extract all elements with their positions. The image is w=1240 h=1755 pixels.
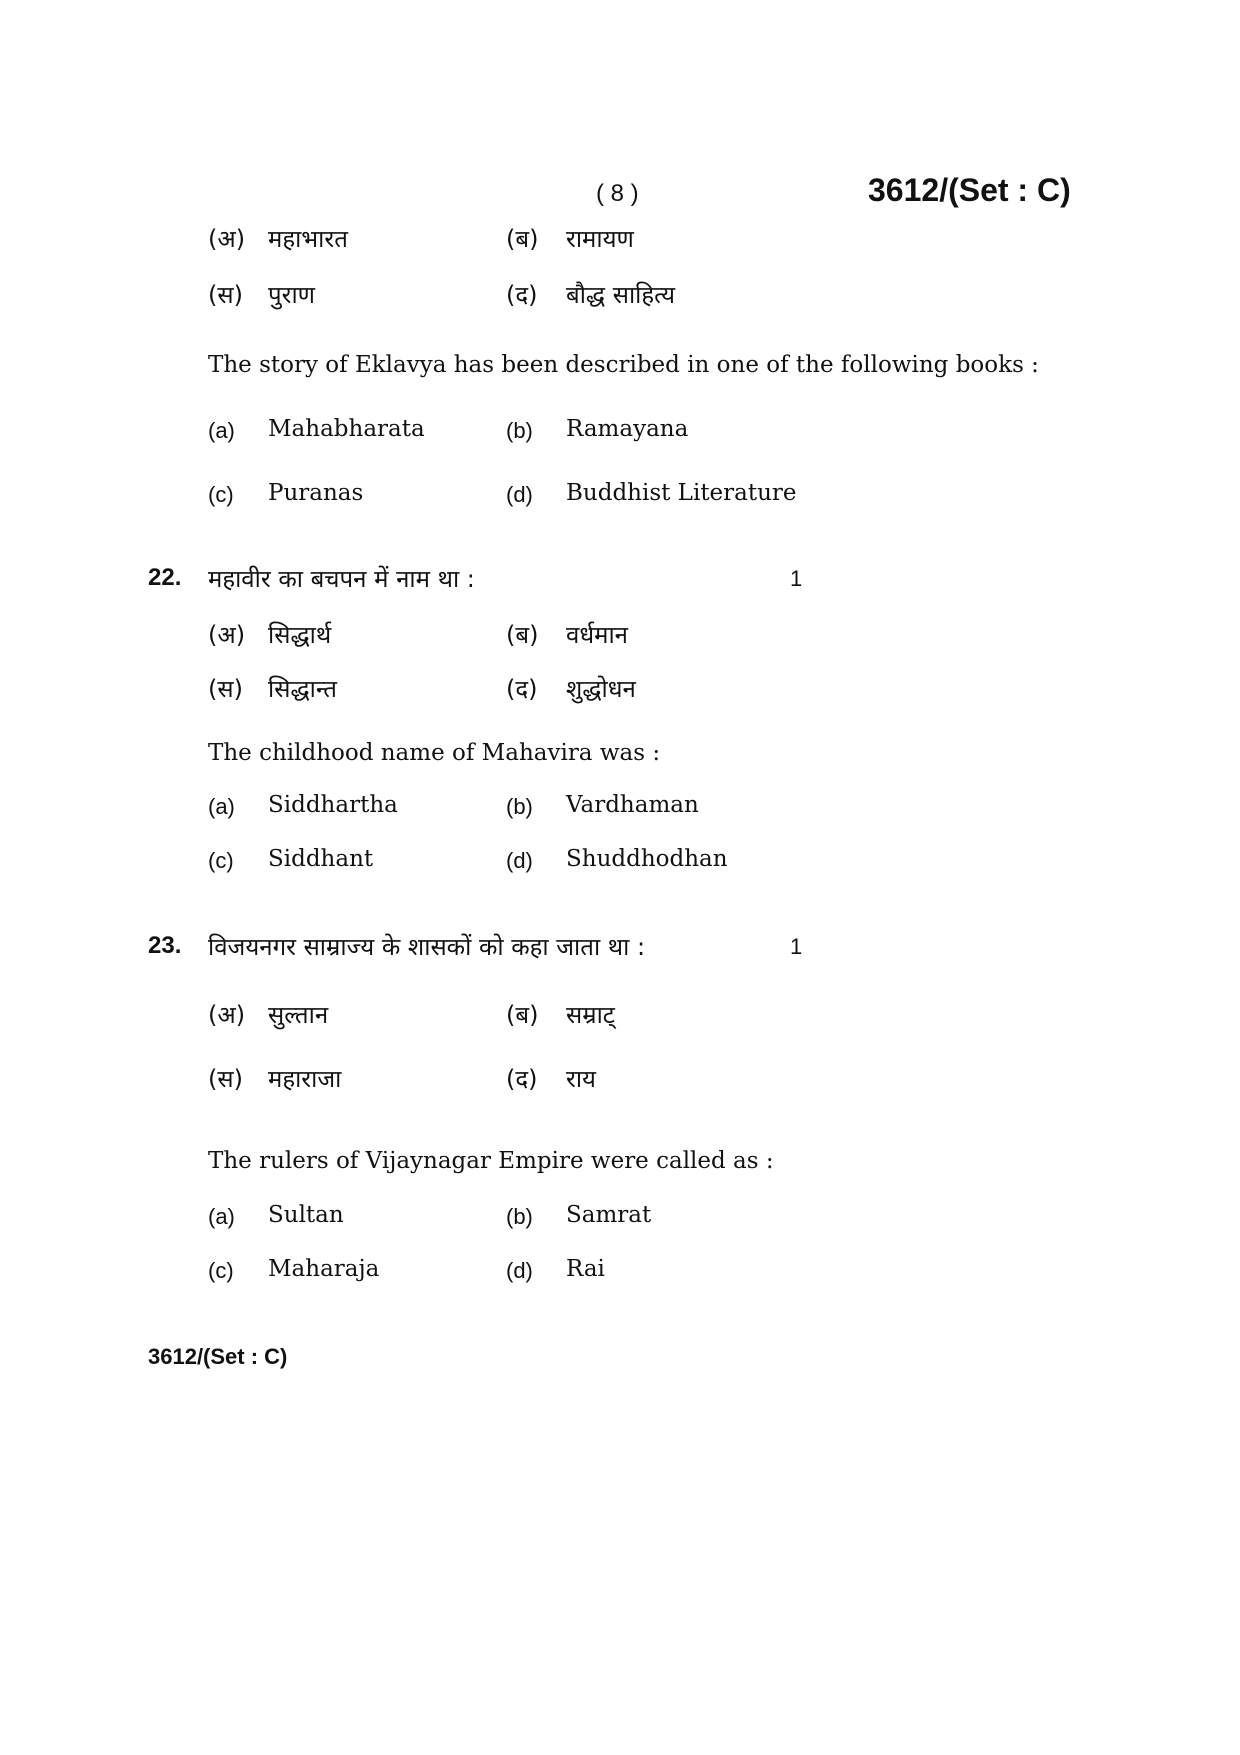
q21-hi-option-d: बौद्ध साहित्य <box>566 281 676 309</box>
q22-en-option-a: Siddhartha <box>268 792 398 818</box>
q23-hi-option-c-label: (स) <box>208 1065 243 1093</box>
q21-en-option-a-label: (a) <box>208 418 235 443</box>
q21-en-option-b: Ramayana <box>566 416 689 442</box>
q22-hi-option-d-label: (द) <box>506 675 538 703</box>
q22-number: 22. <box>148 564 182 591</box>
q21-en-question: The story of Eklavya has been described in one of the following books : <box>208 352 1039 378</box>
q23-number: 23. <box>148 932 182 959</box>
q22-en-option-a-label: (a) <box>208 794 235 819</box>
q21-hi-option-a: महाभारत <box>268 225 348 253</box>
q23-en-option-b: Samrat <box>566 1202 652 1228</box>
q23-hi-option-b-label: (ब) <box>506 1001 539 1029</box>
q22-hi-option-b-label: (ब) <box>506 621 539 649</box>
q23-hi-option-d-label: (द) <box>506 1065 538 1093</box>
q22-en-option-c-label: (c) <box>208 848 234 873</box>
q21-en-option-c-label: (c) <box>208 482 234 507</box>
q23-hi-option-a-label: (अ) <box>208 1001 246 1029</box>
q22-hi-option-c-label: (स) <box>208 675 243 703</box>
q22-en-question: The childhood name of Mahavira was : <box>208 740 661 766</box>
q22-hi-option-b: वर्धमान <box>566 621 628 649</box>
q21-hi-option-c: पुराण <box>268 281 316 309</box>
q21-en-option-d: Buddhist Literature <box>566 480 797 506</box>
q23-en-option-a: Sultan <box>268 1202 344 1228</box>
q23-hi-option-d: राय <box>566 1065 596 1093</box>
q21-en-option-c: Puranas <box>268 480 364 506</box>
page-number: ( 8 ) <box>596 180 639 207</box>
set-code-header: 3612/(Set : C) <box>868 172 1071 208</box>
q22-en-option-d: Shuddhodhan <box>566 846 728 872</box>
q21-en-option-b-label: (b) <box>506 418 533 443</box>
set-code-footer: 3612/(Set : C) <box>148 1344 288 1369</box>
q22-en-option-b-label: (b) <box>506 794 533 819</box>
q23-en-option-c: Maharaja <box>268 1256 380 1282</box>
q22-hi-option-a-label: (अ) <box>208 621 246 649</box>
q21-en-option-d-label: (d) <box>506 482 533 507</box>
q23-en-option-d: Rai <box>566 1256 605 1282</box>
q21-hi-option-c-label: (स) <box>208 281 243 309</box>
q21-en-option-a: Mahabharata <box>268 416 425 442</box>
q23-hi-question: विजयनगर साम्राज्य के शासकों को कहा जाता था : <box>208 933 646 961</box>
q22-hi-option-a: सिद्धार्थ <box>268 621 332 649</box>
q23-en-question: The rulers of Vijaynagar Empire were called as : <box>208 1148 774 1174</box>
q23-hi-option-b: सम्राट् <box>566 1001 615 1029</box>
q22-hi-option-c: सिद्धान्त <box>268 675 337 703</box>
q21-hi-option-b: रामायण <box>566 225 634 253</box>
q22-marks: 1 <box>790 566 803 591</box>
q21-hi-option-a-label: (अ) <box>208 225 246 253</box>
q23-en-option-d-label: (d) <box>506 1258 533 1283</box>
q23-en-option-b-label: (b) <box>506 1204 533 1229</box>
q22-en-option-c: Siddhant <box>268 846 374 872</box>
q23-hi-option-c: महाराजा <box>268 1065 342 1093</box>
q22-hi-question: महावीर का बचपन में नाम था : <box>208 565 475 593</box>
q22-en-option-d-label: (d) <box>506 848 533 873</box>
q23-en-option-c-label: (c) <box>208 1258 234 1283</box>
q23-hi-option-a: सुल्तान <box>268 1001 329 1029</box>
q22-en-option-b: Vardhaman <box>566 792 699 818</box>
q23-marks: 1 <box>790 934 803 959</box>
q21-hi-option-d-label: (द) <box>506 281 538 309</box>
q22-hi-option-d: शुद्धोधन <box>566 675 636 703</box>
q23-en-option-a-label: (a) <box>208 1204 235 1229</box>
q21-hi-option-b-label: (ब) <box>506 225 539 253</box>
